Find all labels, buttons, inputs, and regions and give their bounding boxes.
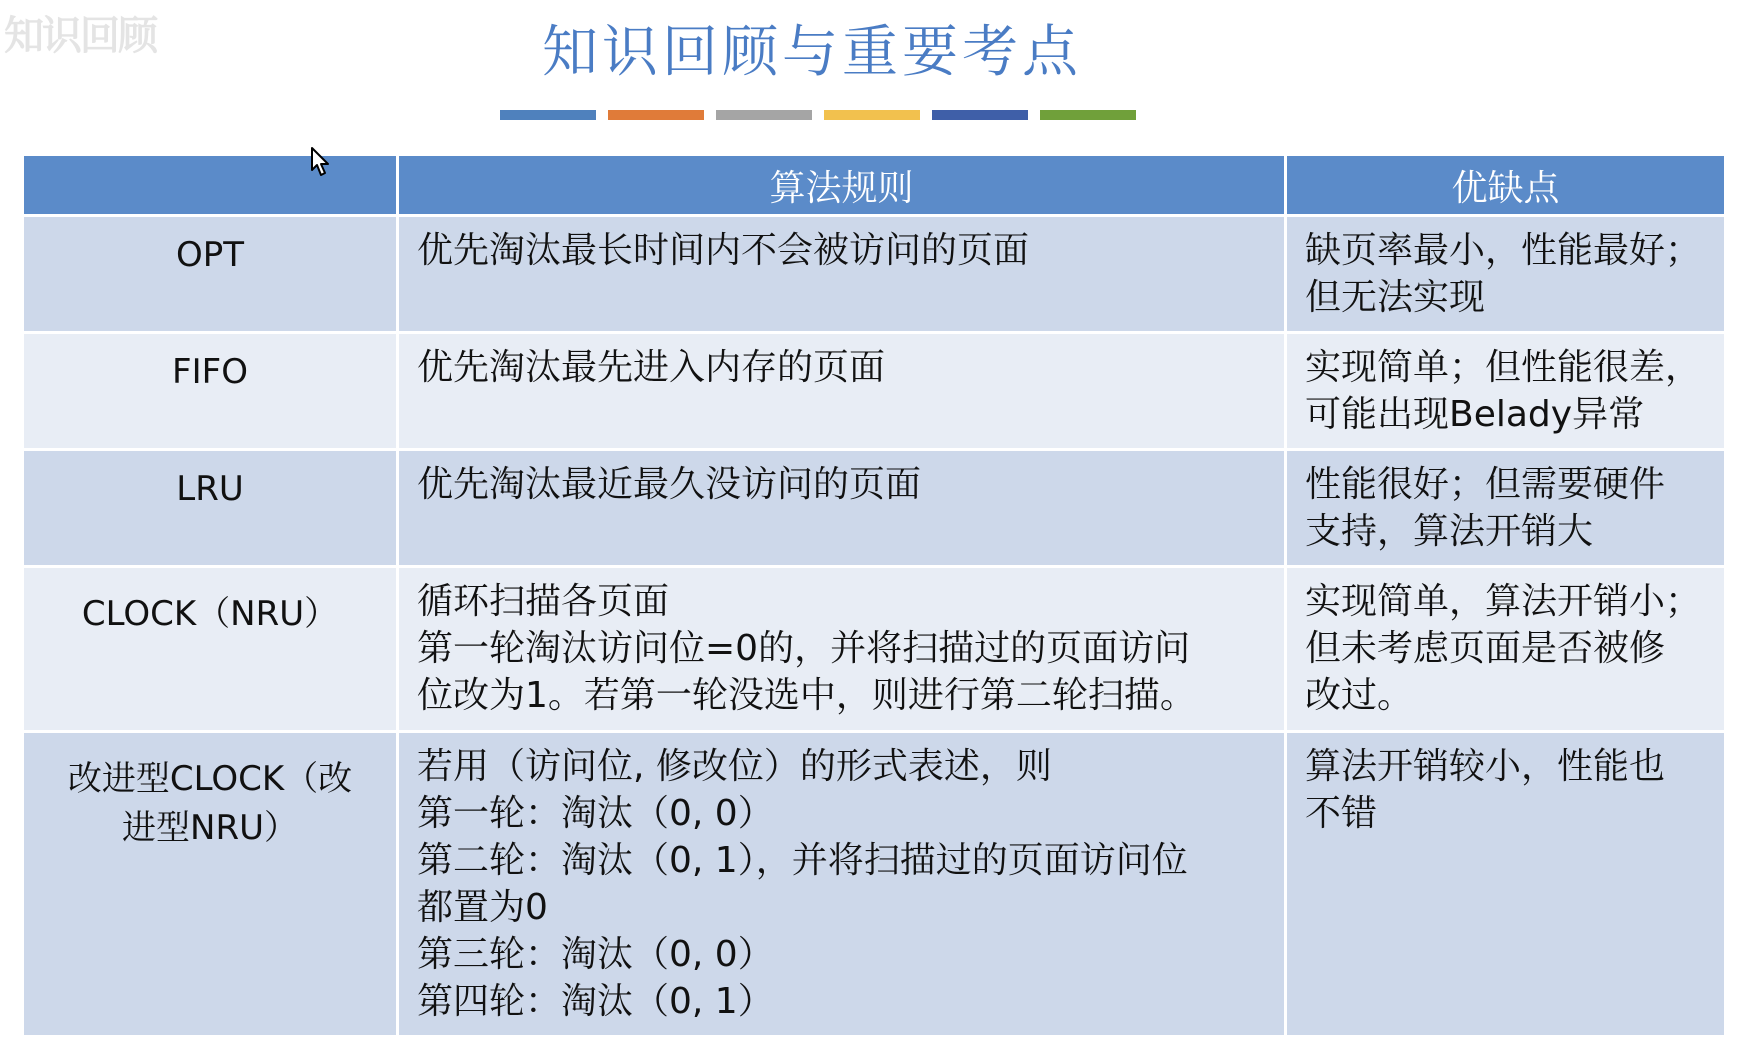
cell-text-line: 缺页率最小，性能最好；	[1305, 230, 1702, 271]
cell-text-line: 都置为0	[417, 887, 548, 928]
cell-text-line: 位改为1。若第一轮没选中，则进行第二轮扫描。	[417, 675, 1196, 716]
cell-text-line: 优先淘汰最近最久没访问的页面	[417, 464, 922, 505]
cell-text-line: 改过。	[1305, 675, 1414, 716]
table-row	[23, 216, 1726, 333]
rule-cell	[398, 732, 1286, 1037]
cell-text-line: 性能很好；但需要硬件	[1305, 464, 1666, 505]
pros-cons-cell	[1286, 567, 1726, 732]
rule-cell	[398, 450, 1286, 567]
header-rule: 算法规则	[398, 155, 1286, 216]
color-bar	[1040, 110, 1136, 120]
cell-text-line: 但无法实现	[1305, 277, 1486, 318]
header-pros-cons: 优缺点	[1286, 155, 1726, 216]
cell-text-line: 改进型CLOCK（改	[67, 759, 353, 799]
rule-cell	[398, 333, 1286, 450]
cell-text-line: OPT	[175, 235, 245, 275]
algorithm-name-cell	[23, 450, 398, 567]
rule-cell	[398, 216, 1286, 333]
color-bar	[824, 110, 920, 120]
cell-text-line: 不错	[1305, 793, 1378, 834]
cell-text-line: 实现简单，算法开销小；	[1305, 581, 1702, 622]
cell-text-line: 第一轮：淘汰（0, 0）	[417, 793, 774, 834]
color-bar	[932, 110, 1028, 120]
cell-text-line: 优先淘汰最先进入内存的页面	[417, 347, 886, 388]
cell-text-line: 进型NRU）	[122, 808, 298, 848]
algorithm-comparison-table	[21, 153, 1727, 1038]
pros-cons-cell	[1286, 333, 1726, 450]
algorithm-name-cell	[23, 732, 398, 1037]
table-header-row	[23, 155, 1726, 216]
cell-text-line: FIFO	[172, 352, 248, 392]
cell-text-line: 第四轮：淘汰（0, 1）	[417, 981, 774, 1022]
cell-text-line: 实现简单；但性能很差，	[1305, 347, 1702, 388]
page-title: 知识回顾与重要考点	[542, 20, 1082, 85]
algorithm-name-cell	[23, 567, 398, 732]
cell-text-line: 循环扫描各页面	[417, 581, 670, 622]
table-row	[23, 732, 1726, 1037]
color-bar	[716, 110, 812, 120]
mouse-cursor-icon	[310, 146, 332, 178]
cell-text-line: 算法开销较小，性能也	[1305, 746, 1666, 787]
algorithm-name-cell	[23, 216, 398, 333]
cell-text-line: 若用（访问位, 修改位）的形式表述，则	[417, 746, 1052, 787]
pros-cons-cell	[1286, 216, 1726, 333]
title-underline-bars	[500, 110, 1140, 120]
table-row	[23, 567, 1726, 732]
header-algorithm	[23, 155, 398, 216]
cell-text-line: 但未考虑页面是否被修	[1305, 628, 1666, 669]
color-bar	[608, 110, 704, 120]
cell-text-line: 第一轮淘汰访问位=0的，并将扫描过的页面访问	[417, 628, 1191, 669]
pros-cons-cell	[1286, 732, 1726, 1037]
algorithm-name-cell	[23, 333, 398, 450]
cell-text-line: LRU	[176, 469, 244, 509]
table-row	[23, 333, 1726, 450]
table-row	[23, 450, 1726, 567]
cell-text-line: CLOCK（NRU）	[81, 594, 339, 634]
cell-text-line: 第三轮：淘汰（0, 0）	[417, 934, 774, 975]
cell-text-line: 支持，算法开销大	[1305, 511, 1594, 552]
watermark: 知识回顾	[4, 13, 156, 59]
pros-cons-cell	[1286, 450, 1726, 567]
color-bar	[500, 110, 596, 120]
cell-text-line: 可能出现Belady异常	[1305, 394, 1645, 435]
cell-text-line: 第二轮：淘汰（0, 1），并将扫描过的页面访问位	[417, 840, 1188, 881]
cell-text-line: 优先淘汰最长时间内不会被访问的页面	[417, 230, 1030, 271]
rule-cell	[398, 567, 1286, 732]
